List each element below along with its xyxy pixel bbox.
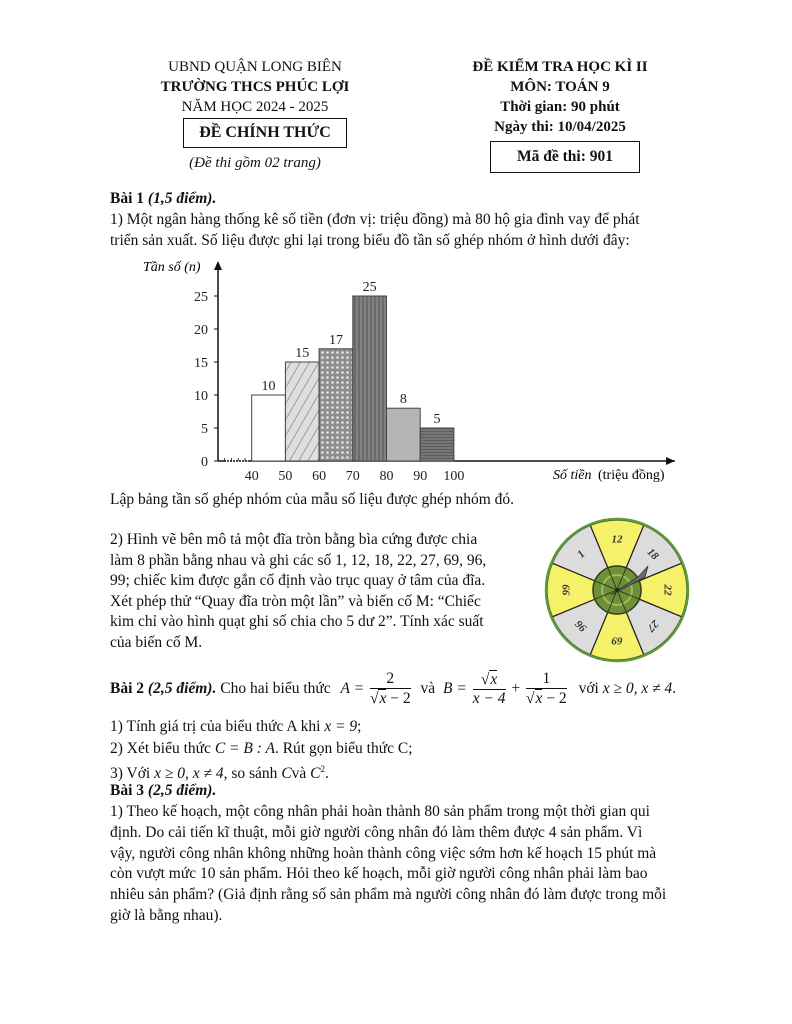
- bar-data-label: 5: [433, 412, 441, 427]
- expr-b1-numerator: √x: [473, 670, 506, 690]
- bar-data-label: 25: [362, 280, 377, 295]
- bai2-intro: Cho hai biểu thức: [220, 680, 331, 697]
- sqrt-radicand: x: [535, 690, 543, 708]
- bai2-points: (2,5 điểm).: [147, 680, 217, 697]
- wheel-sector-label: 96: [573, 617, 590, 634]
- text-line: định. Do cải tiến kĩ thuật, mỗi giờ người công nhân đó làm thêm được 4 sản phẩm. Vì: [110, 823, 643, 841]
- x-axis-label-main: Số tiền: [553, 468, 592, 483]
- text-line: 1) Một ngân hàng thống kê số tiền (đơn vị: triệu đồng) mà 80 hộ gia đình vay để phát: [110, 211, 640, 228]
- text-line: nhiêu sản phẩm? (Giả định rằng số sản phẩm mà người công nhân đó làm được trong mỗi: [110, 886, 667, 904]
- x-tick-label: 60: [312, 469, 327, 484]
- sqrt-radicand: x: [490, 671, 498, 689]
- q-text: 2) Xét biểu thức: [110, 739, 211, 757]
- expr-a-denominator: √x − 2: [369, 690, 411, 708]
- wheel-sector-label: 1: [575, 548, 588, 561]
- expr-b1-denominator: x − 4: [472, 690, 506, 708]
- y-tick-label: 25: [194, 290, 208, 305]
- y-tick-label: 10: [194, 389, 208, 404]
- expr-b-fraction-2: [526, 670, 567, 708]
- pages-note: (Đề thi gồm 02 trang): [189, 155, 321, 171]
- wheel-sector-label: 27: [644, 617, 661, 634]
- authority-name: UBND QUẬN LONG BIÊN: [168, 59, 342, 75]
- bar-data-label: 15: [295, 346, 310, 361]
- exam-duration: Thời gian: 90 phút: [500, 99, 620, 115]
- q-var-c2: C: [310, 765, 321, 783]
- bai2-q1: [110, 716, 710, 738]
- header-left: [130, 57, 380, 117]
- bar-data-label: 17: [328, 332, 343, 348]
- sqrt-radicand: x: [379, 690, 387, 708]
- bar-data-label: 8: [399, 392, 407, 408]
- domain-condition: x ≥ 0, x ≠ 4: [602, 680, 673, 697]
- bai1-q1-text: [110, 210, 710, 251]
- bai2-heading-line: Bài 2 (2,5 điểm). Cho hai biểu thức A = $\frac{2}{√x - 2}$ và B = $\frac{√x}{x - 4}$ + $\frac{1}{√x - 2}$ với x ≥ 0, x ≠ 4.: [110, 670, 677, 708]
- wheel-sector-label: 22: [661, 584, 674, 596]
- expr-b2-numerator: 1: [526, 670, 567, 689]
- bai1-title: Bài 1: [110, 190, 145, 207]
- text-line: triển sản xuất. Số liệu được ghi lại trong biểu đồ tần số ghép nhóm ở hình dưới đây:: [110, 231, 630, 249]
- x-axis-arrow-icon: [666, 457, 675, 465]
- histogram-bar: [353, 296, 387, 461]
- x-tick-label: 100: [443, 469, 465, 484]
- school-year: NĂM HỌC 2024 - 2025: [181, 99, 329, 115]
- text-line: vậy, người công nhân không những hoàn thành công việc sớm hơn kế hoạch 15 phút mà: [110, 844, 657, 862]
- histogram-bar: [319, 349, 353, 461]
- exam-code-box: [490, 141, 640, 173]
- wheel-sector-label: 69: [611, 634, 623, 647]
- official-badge: [183, 118, 347, 148]
- x-tick-label: 80: [379, 469, 394, 484]
- header-right: [430, 57, 690, 137]
- y-axis-label: Tần số (n): [143, 260, 201, 275]
- text-line: kim chỉ vào hình quạt ghi số chia cho 5 dư 2”. Tính xác suất: [110, 613, 484, 630]
- bai1-q2-text: [110, 530, 522, 653]
- q-end: .: [325, 765, 329, 783]
- y-axis-arrow-icon: [214, 261, 222, 270]
- y-tick-label: 15: [194, 356, 208, 371]
- bai3-points: (2,5 điểm).: [147, 782, 217, 799]
- word-and: và: [420, 680, 436, 697]
- text-line: còn vượt mức 10 sản phẩm. Hỏi theo kế hoạch, mỗi giờ người công nhân phải làm bao: [110, 865, 648, 883]
- den-rest: − 2: [542, 690, 567, 708]
- bai1-points: (1,5 điểm).: [147, 190, 217, 207]
- y-tick-label: 0: [201, 455, 208, 470]
- histogram-chart: [140, 255, 680, 485]
- text-line: 99; chiếc kim được gắn cố định vào trục quay ở tâm của đĩa.: [110, 572, 486, 589]
- histogram-bar: [387, 408, 421, 461]
- bai3-title: Bài 3: [110, 782, 145, 799]
- plus-sign: +: [511, 680, 521, 697]
- text-line: 2) Hình vẽ bên mô tả một đĩa tròn bằng bìa cứng được chia: [110, 531, 478, 548]
- exam-subject: MÔN: TOÁN 9: [510, 79, 610, 95]
- q-text: 3) Với: [110, 765, 151, 783]
- wheel-center-pin: [615, 588, 619, 592]
- q-exponent: 2: [320, 764, 326, 774]
- bai1-heading: [110, 189, 710, 210]
- histogram-bar: [420, 428, 454, 461]
- bai2-title: Bài 2: [110, 680, 145, 697]
- q-math: C = B : A: [214, 739, 275, 757]
- expr-b-label: B =: [443, 680, 467, 697]
- official-label: ĐỀ CHÍNH THỨC: [199, 124, 331, 141]
- expr-b-fraction-1: [473, 670, 506, 708]
- wheel-sector-label: 12: [611, 533, 623, 546]
- den-rest: − 2: [386, 690, 411, 708]
- q-and: và: [291, 765, 307, 783]
- exam-code: Mã đề thi: 901: [516, 148, 613, 165]
- histogram-bar: [252, 395, 286, 461]
- text-line: của biến cố M.: [110, 633, 203, 651]
- school-name: TRƯỜNG THCS PHÚC LỢI: [160, 79, 350, 95]
- y-tick-label: 20: [194, 323, 208, 338]
- wheel-sector-label: 99: [560, 584, 573, 596]
- q-mid: , so sánh: [223, 765, 278, 783]
- q-math: x ≥ 0, x ≠ 4: [154, 765, 224, 783]
- y-tick-label: 5: [201, 422, 208, 437]
- x-tick-label: 70: [345, 469, 360, 484]
- word-with: với: [578, 680, 599, 697]
- bar-data-label: 10: [261, 379, 276, 394]
- expr-a-numerator: 2: [370, 670, 411, 689]
- bai1-q1-task: Lập bảng tần số ghép nhóm của mẫu số liệu được ghép nhóm đó.: [110, 491, 515, 508]
- expr-a-label: A =: [340, 680, 365, 697]
- exam-title: ĐỀ KIỂM TRA HỌC KÌ II: [472, 59, 648, 75]
- q-var-c: C: [281, 765, 292, 783]
- x-tick-label: 90: [413, 469, 428, 484]
- bai3-heading: [110, 781, 710, 802]
- expr-b2-denominator: √x − 2: [526, 690, 567, 708]
- wheel-sector-label: 18: [644, 546, 661, 563]
- x-axis-label-unit: (triệu đồng): [598, 468, 665, 483]
- text-line: giờ là bằng nhau).: [110, 906, 223, 924]
- spinner-wheel: [537, 515, 697, 665]
- x-axis-label: [553, 468, 665, 483]
- x-tick-label: 50: [278, 469, 293, 484]
- histogram-bar: [285, 362, 319, 461]
- expr-a-fraction: [370, 670, 411, 708]
- text-line: làm 8 phần bằng nhau và ghi các số 1, 12, 18, 22, 27, 69, 96,: [110, 551, 487, 569]
- text-line: Xét phép thử “Quay đĩa tròn một lần” và biến cố M: “Chiếc: [110, 592, 481, 610]
- exam-date: Ngày thi: 10/04/2025: [494, 119, 626, 135]
- bai2-questions: [110, 716, 710, 785]
- q-text: 1) Tính giá trị của biểu thức A khi: [110, 718, 321, 735]
- text-line: 1) Theo kế hoạch, một công nhân phải hoàn thành 80 sản phẩm trong một thời gian qui: [110, 803, 650, 820]
- q-end: . Rút gọn biểu thức C;: [274, 739, 413, 757]
- x-tick-label: 40: [244, 469, 259, 484]
- bai2-q2: [110, 738, 710, 760]
- q-end: ;: [357, 718, 362, 735]
- q-math: x = 9: [324, 718, 358, 735]
- bai3-q1-text: [110, 802, 710, 927]
